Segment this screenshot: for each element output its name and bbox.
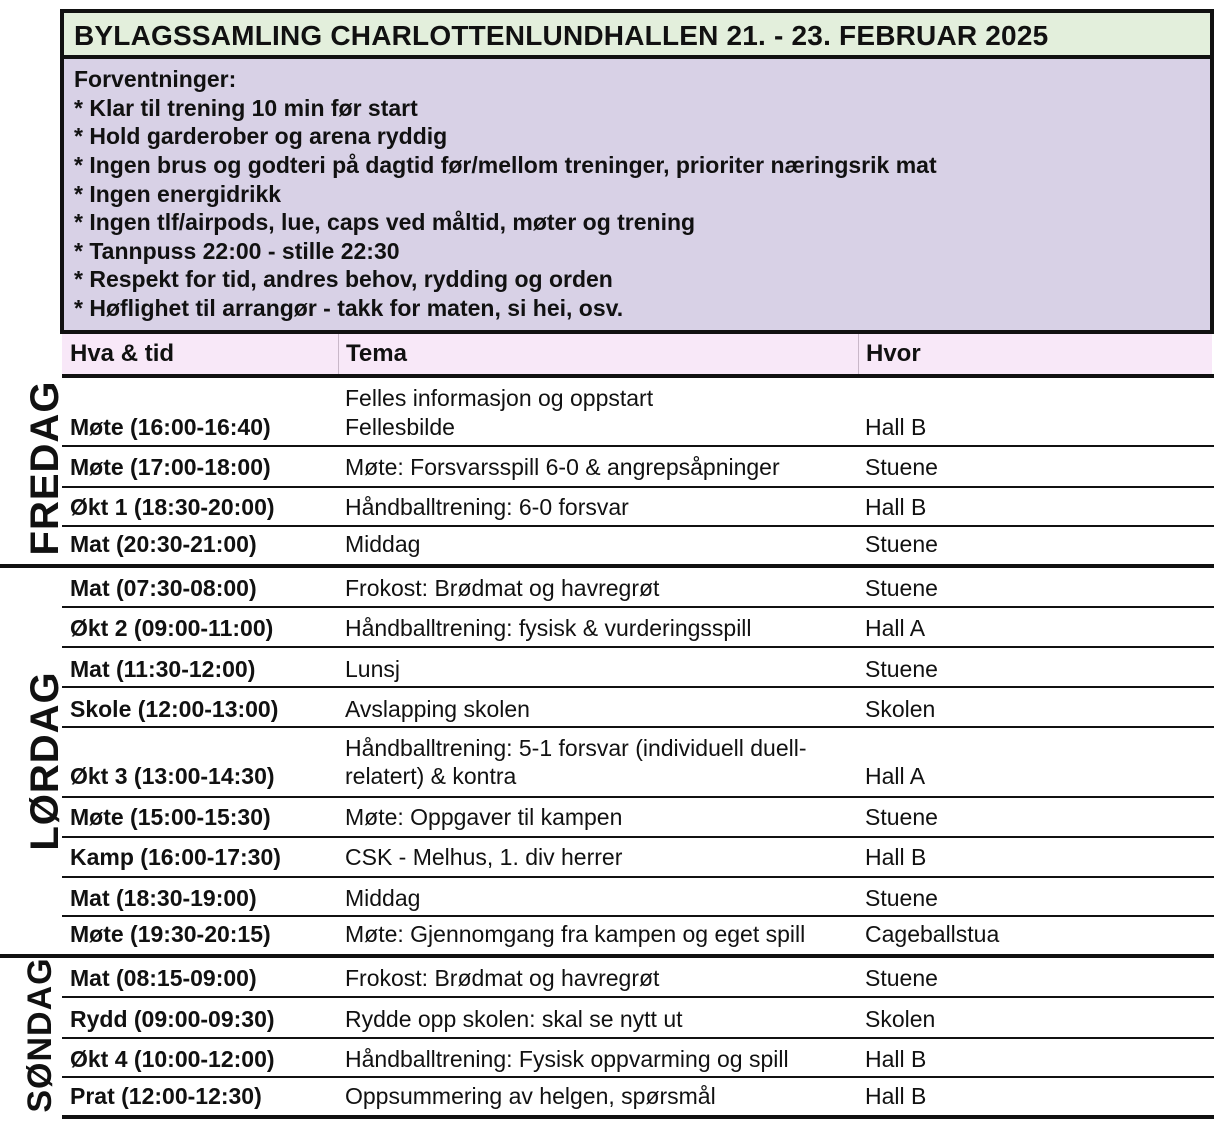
expectations-heading: Forventninger:: [74, 66, 237, 92]
row-what: Møte (15:00-15:30): [70, 804, 271, 830]
row-where: Skolen: [865, 696, 936, 722]
expectation-item: * Ingen energidrikk: [74, 181, 282, 207]
expectation-item: * Ingen brus og godteri på dagtid før/mellom treninger, prioriter næringsrik mat: [74, 152, 937, 178]
day-label-friday: FREDAG: [23, 380, 67, 556]
schedule-title-box: [60, 9, 1214, 59]
row-theme-line2: relatert) & kontra: [345, 763, 517, 789]
row-theme: Håndballtrening: Fysisk oppvarming og spill: [345, 1046, 789, 1072]
expectation-item: * Tannpuss 22:00 - stille 22:30: [74, 238, 400, 264]
row-what: Mat (11:30-12:00): [70, 656, 256, 682]
schedule-title: BYLAGSSAMLING CHARLOTTENLUNDHALLEN 21. - 23. FEBRUAR 2025: [74, 20, 1049, 51]
day-divider: [0, 954, 1214, 958]
expectation-item: * Høflighet til arrangør - takk for maten, si hei, osv.: [74, 295, 624, 321]
row-where: Stuene: [865, 531, 938, 557]
header-rule: [62, 374, 1214, 378]
row-where: Cageballstua: [865, 921, 1000, 947]
row-theme: Håndballtrening: fysisk & vurderingsspill: [345, 615, 752, 641]
row-where: Hall A: [865, 615, 926, 641]
row-divider: [62, 915, 1214, 917]
row-where: Skolen: [865, 1006, 936, 1032]
day-divider: [0, 564, 1214, 568]
row-theme: Middag: [345, 885, 421, 911]
row-where: Stuene: [865, 454, 938, 480]
row-divider: [62, 876, 1214, 878]
row-where: Hall A: [865, 763, 926, 789]
row-what: Mat (08:15-09:00): [70, 965, 257, 991]
row-what: Økt 2 (09:00-11:00): [70, 615, 274, 641]
expectation-item: * Hold garderober og arena ryddig: [74, 123, 448, 149]
row-divider: [62, 1076, 1214, 1078]
row-theme: Møte: Forsvarsspill 6-0 & angrepsåpninger: [345, 454, 780, 480]
row-what: Rydd (09:00-09:30): [70, 1006, 275, 1032]
row-divider: [62, 1037, 1214, 1039]
row-theme-line2: Fellesbilde: [345, 414, 455, 440]
row-divider: [62, 525, 1214, 527]
row-theme: Frokost: Brødmat og havregrøt: [345, 965, 660, 991]
table-header: [62, 334, 1212, 374]
column-header-what: Hva & tid: [70, 340, 175, 367]
row-what: Skole (12:00-13:00): [70, 696, 279, 722]
row-where: Stuene: [865, 575, 938, 601]
row-divider: [62, 486, 1214, 488]
row-divider: [62, 996, 1214, 998]
row-divider: [62, 726, 1214, 728]
expectation-item: * Klar til trening 10 min før start: [74, 95, 418, 121]
row-divider: [62, 606, 1214, 608]
row-theme: CSK - Melhus, 1. div herrer: [345, 844, 623, 870]
row-what: Møte (19:30-20:15): [70, 921, 271, 947]
row-what: Mat (20:30-21:00): [70, 531, 257, 557]
row-theme: Avslapping skolen: [345, 696, 530, 722]
row-where: Hall B: [865, 494, 927, 520]
row-where: Stuene: [865, 804, 938, 830]
row-divider: [62, 686, 1214, 688]
table-bottom-rule: [62, 1115, 1214, 1119]
expectation-item: * Ingen tlf/airpods, lue, caps ved måltid, møter og trening: [74, 209, 696, 235]
row-theme: Oppsummering av helgen, spørsmål: [345, 1083, 716, 1109]
row-divider: [62, 445, 1214, 447]
row-divider: [62, 646, 1214, 648]
day-label-sunday: SØNDAG: [21, 957, 59, 1113]
row-where: Stuene: [865, 965, 938, 991]
row-theme: Frokost: Brødmat og havregrøt: [345, 575, 660, 601]
row-theme: Rydde opp skolen: skal se nytt ut: [345, 1006, 683, 1032]
row-where: Hall B: [865, 1046, 927, 1072]
row-theme: Håndballtrening: 5-1 forsvar (individuell duell-: [345, 735, 807, 761]
row-divider: [62, 836, 1214, 838]
row-what: Mat (18:30-19:00): [70, 885, 257, 911]
row-theme: Møte: Oppgaver til kampen: [345, 804, 623, 830]
row-what: Økt 4 (10:00-12:00): [70, 1046, 275, 1072]
row-theme: Middag: [345, 531, 421, 557]
expectation-item: * Respekt for tid, andres behov, rydding og orden: [74, 266, 613, 292]
expectations-box: [60, 59, 1214, 334]
row-what: Økt 1 (18:30-20:00): [70, 494, 275, 520]
row-what: Møte (17:00-18:00): [70, 454, 271, 480]
row-what: Møte (16:00-16:40): [70, 414, 271, 440]
row-theme: Møte: Gjennomgang fra kampen og eget spill: [345, 921, 806, 947]
row-divider: [62, 796, 1214, 798]
row-where: Stuene: [865, 656, 938, 682]
row-where: Hall B: [865, 1083, 927, 1109]
day-label-saturday: LØRDAG: [23, 671, 67, 851]
row-what: Mat (07:30-08:00): [70, 575, 257, 601]
row-theme: Lunsj: [345, 656, 400, 682]
row-theme: Håndballtrening: 6-0 forsvar: [345, 494, 629, 520]
row-where: Stuene: [865, 885, 938, 911]
row-where: Hall B: [865, 844, 927, 870]
row-theme: Felles informasjon og oppstart: [345, 385, 654, 411]
column-header-where: Hvor: [866, 340, 921, 367]
row-where: Hall B: [865, 414, 927, 440]
row-what: Økt 3 (13:00-14:30): [70, 763, 275, 789]
row-what: Prat (12:00-12:30): [70, 1083, 262, 1109]
row-what: Kamp (16:00-17:30): [70, 844, 281, 870]
column-header-theme: Tema: [346, 340, 407, 367]
